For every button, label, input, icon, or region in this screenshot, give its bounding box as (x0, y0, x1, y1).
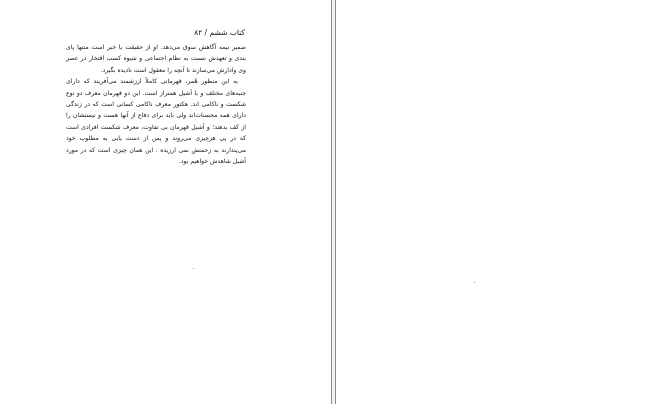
right-page (336, 0, 663, 404)
body-text (66, 42, 246, 167)
paragraph: به این منظور هُمر، قهرمانی کاملاً ارزشمند می‌آفریند که دارای جنبه‌های مختلف و با آشیل همتراز است. این دو قهرمان معرف دو نوع شکست و ناکامی اند. هکتور معرف ناکامی کسانی است که در زندگی دارای همه محسنات‌اند ولی باید برای دفاع از آنها هست و نیستشان را از کف بدهند؛ و آشیل قهرمان بی تفاوت، معرف شکست افرادی است که در پی هرچیزی می‌روند و پس از دست یابی به مطلوب خود می‌پندارند به زحمتش نمی ارزیده . این همان چیزی است که در مورد آشیل شاهدش خواهیم بود. (66, 78, 246, 166)
left-page (0, 0, 331, 404)
paragraph: ضمیر نیمه آگاهش سوق می‌دهد. او از حقیقت با خبر است منتها پای بندی و تعهدش نسبت به نظام اجتماعی و شیوه کسب افتخار در عصر وی وادارش می‌سازند تا آنچه را معقول است نادیده بگیرد. (66, 44, 246, 74)
running-header: کتاب ششم / ۸۲ (194, 28, 245, 37)
scan-speck (474, 282, 475, 283)
scan-speck (193, 268, 194, 269)
